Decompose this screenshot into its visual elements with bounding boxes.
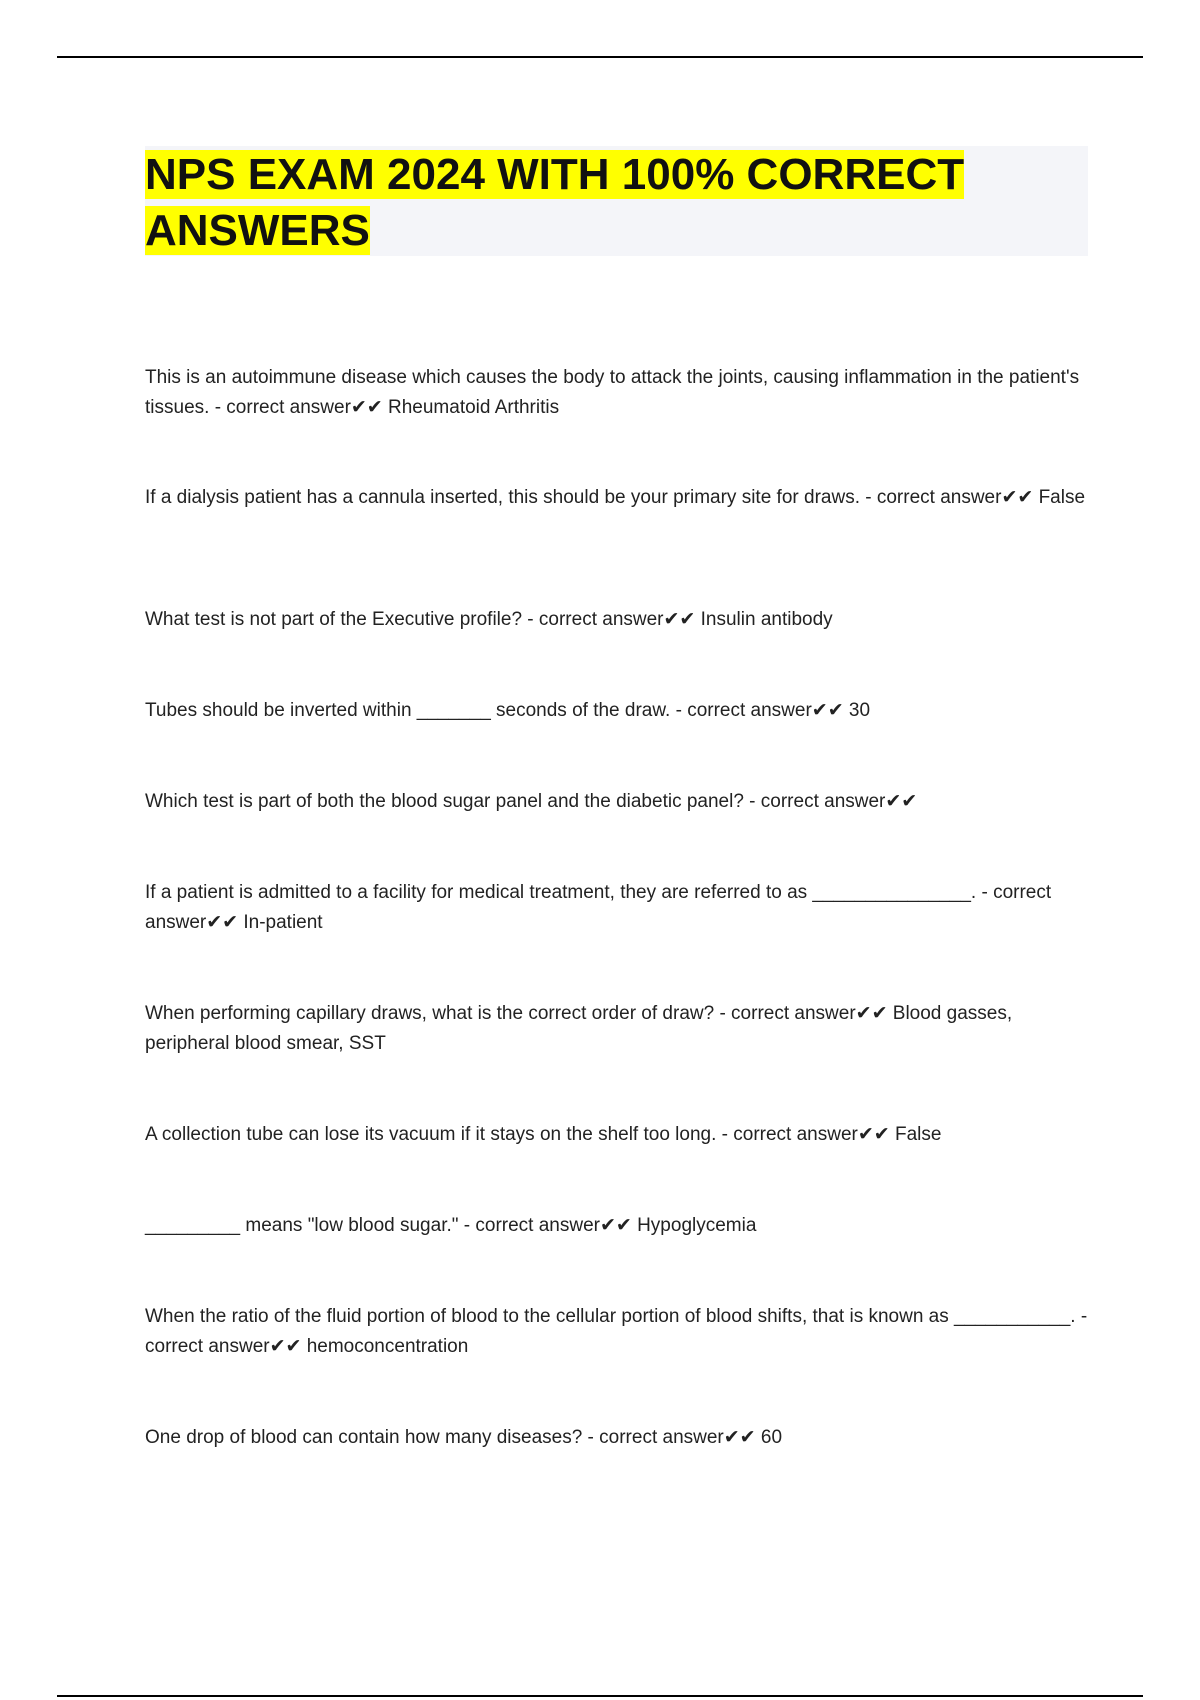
- qa-item-3: What test is not part of the Executive profile? - correct answer✔✔ Insulin antibody: [145, 609, 833, 630]
- qa-item-7: When performing capillary draws, what is the correct order of draw? - correct answer✔✔ Blood gasses, peripheral blood smear, SST: [145, 1003, 1013, 1054]
- qa-item-6: If a patient is admitted to a facility for medical treatment, they are referred to as _______________. - correct answer✔✔ In-patient: [145, 882, 1052, 933]
- qa-item-10: When the ratio of the fluid portion of blood to the cellular portion of blood shifts, that is known as ___________. - correct answer✔✔ hemoconcentration: [145, 1306, 1088, 1357]
- qa-item-2: If a dialysis patient has a cannula inserted, this should be your primary site for draws. - correct answer✔✔ False: [145, 487, 1086, 508]
- qa-item-5: Which test is part of both the blood sugar panel and the diabetic panel? - correct answer✔✔: [145, 791, 918, 812]
- title-highlight: NPS EXAM 2024 WITH 100% CORRECT ANSWERS: [145, 150, 965, 255]
- qa-item-4: Tubes should be inverted within _______ seconds of the draw. - correct answer✔✔ 30: [145, 700, 871, 721]
- page-title: [145, 147, 1075, 259]
- qa-item-1: This is an autoimmune disease which causes the body to attack the joints, causing inflammation in the patient's tissues. - correct answer✔✔ Rheumatoid Arthritis: [145, 367, 1080, 418]
- qa-item-9: _________ means "low blood sugar." - correct answer✔✔ Hypoglycemia: [145, 1215, 757, 1236]
- bottom-divider: [57, 1695, 1143, 1697]
- qa-item-8: A collection tube can lose its vacuum if it stays on the shelf too long. - correct answer✔✔ False: [145, 1124, 942, 1145]
- qa-item-11: One drop of blood can contain how many diseases? - correct answer✔✔ 60: [145, 1427, 783, 1448]
- top-divider: [57, 56, 1143, 58]
